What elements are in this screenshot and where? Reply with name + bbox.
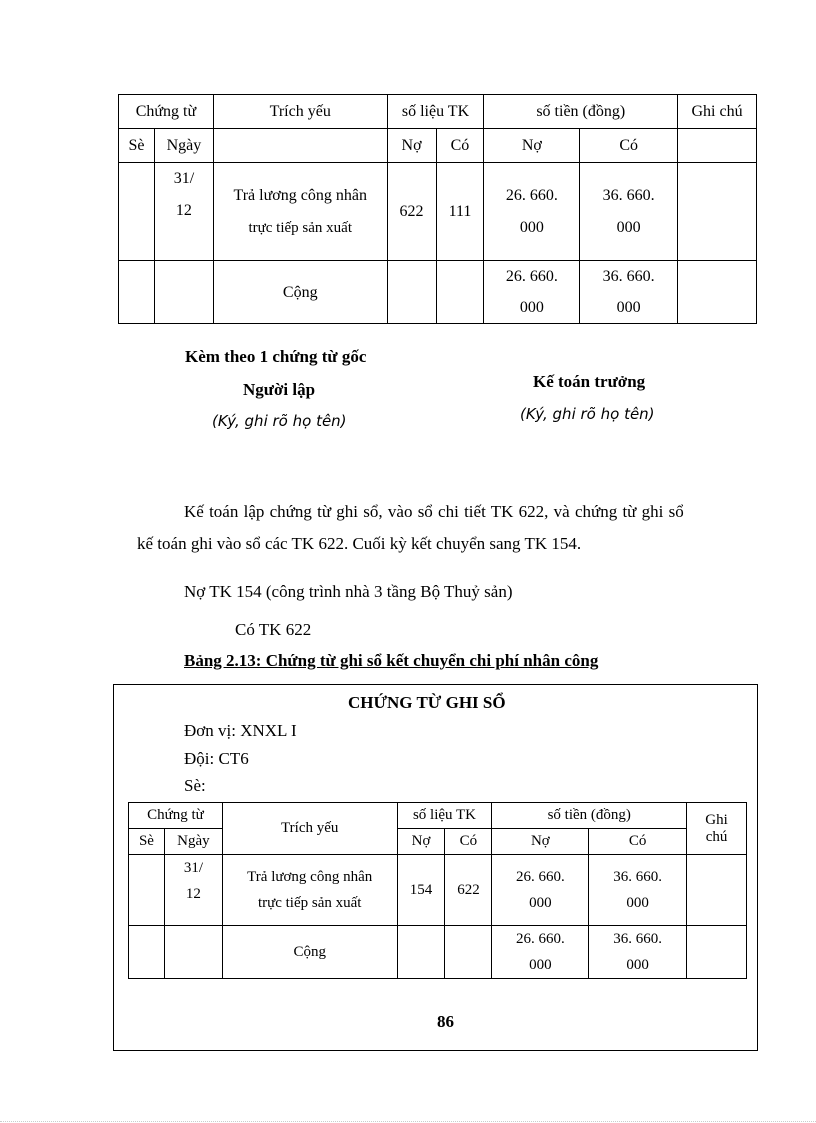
cell-tk-co (436, 261, 484, 324)
table-subheader-row (129, 829, 747, 855)
cell-tk-no: 154 (397, 855, 445, 926)
cell-se (129, 855, 165, 926)
cell-tien-no: 26. 660. 000 (492, 926, 589, 979)
header-tien-no: Nợ (492, 829, 589, 855)
header-trich-yeu: Trích yếu (222, 803, 397, 855)
cell-se (129, 926, 165, 979)
header-tien-no: Nợ (484, 129, 580, 163)
cell-trich-yeu: Trả lương công nhân trực tiếp sản xuất (222, 855, 397, 926)
cell-trich-yeu: Trả lương công nhân trực tiếp sản xuất (213, 163, 387, 261)
header-chung-tu: Chứng từ (129, 803, 223, 829)
table-header-row (129, 803, 747, 829)
page-bottom-divider (0, 1121, 816, 1122)
table-total-row (119, 261, 757, 324)
header-ngay: Ngày (154, 129, 213, 163)
header-empty (213, 129, 387, 163)
header-empty (678, 129, 757, 163)
cell-ghi-chu (678, 163, 757, 261)
credit-entry: Có TK 622 (235, 620, 312, 639)
header-so-tien: số tiền (đồng) (484, 95, 678, 129)
journal-table-2 (128, 802, 747, 979)
cell-tk-no (397, 926, 445, 979)
debit-entry: Nợ TK 154 (công trình nhà 3 tầng Bộ Thuỷ sản) (184, 582, 513, 601)
header-chung-tu: Chứng từ (119, 95, 214, 129)
header-ghi-chu: Ghi chú (687, 803, 747, 855)
cell-ghi-chu (678, 261, 757, 324)
cell-tk-no (387, 261, 436, 324)
cell-se (119, 163, 155, 261)
table-row (119, 163, 757, 261)
preparer-label: Người lập (243, 380, 316, 399)
preparer-signature-note: (Ký, ghi rõ họ tên) (212, 412, 347, 430)
cell-ghi-chu (687, 855, 747, 926)
voucher-unit: Đơn vị: XNXL I (184, 721, 297, 740)
body-paragraph-line-2: kế toán ghi vào sổ các TK 622. Cuối kỳ kết chuyển sang TK 154. (137, 534, 582, 553)
header-ghi-chu: Ghi chú (678, 95, 757, 129)
cell-tk-co: 111 (436, 163, 484, 261)
header-tk-co: Có (436, 129, 484, 163)
header-se: Sè (119, 129, 155, 163)
cell-tien-co: 36. 660. 000 (589, 926, 687, 979)
table-caption: Bảng 2.13: Chứng từ ghi sổ kết chuyển chi phí nhân công (184, 651, 599, 670)
voucher-title: CHỨNG TỪ GHI SỔ (348, 693, 506, 712)
journal-table-1 (118, 94, 757, 324)
voucher-number: Sè: (184, 776, 206, 795)
page-number: 86 (437, 1012, 454, 1031)
body-paragraph-line-1: Kế toán lập chứng từ ghi sổ, vào sổ chi tiết TK 622, và chứng từ ghi sổ (184, 502, 684, 521)
cell-ngay (164, 926, 222, 979)
cell-tk-co (445, 926, 492, 979)
header-tk-co: Có (445, 829, 492, 855)
table-subheader-row (119, 129, 757, 163)
header-tk-no: Nợ (387, 129, 436, 163)
cell-tien-no: 26. 660. 000 (484, 163, 580, 261)
cell-tk-no: 622 (387, 163, 436, 261)
cell-tien-co: 36. 660. 000 (580, 261, 678, 324)
cell-se (119, 261, 155, 324)
cell-ngay (154, 261, 213, 324)
voucher-team: Đội: CT6 (184, 749, 249, 768)
table-total-row (129, 926, 747, 979)
chief-signature-note: (Ký, ghi rõ họ tên) (520, 405, 655, 423)
header-ngay: Ngày (164, 829, 222, 855)
cell-ngay: 31/ 12 (164, 855, 222, 926)
header-se: Sè (129, 829, 165, 855)
chief-accountant-label: Kế toán trưởng (533, 372, 646, 391)
header-tien-co: Có (580, 129, 678, 163)
cell-ngay: 31/ 12 (154, 163, 213, 261)
table-row (129, 855, 747, 926)
cell-tien-no: 26. 660. 000 (484, 261, 580, 324)
cell-tien-no: 26. 660. 000 (492, 855, 589, 926)
cell-tk-co: 622 (445, 855, 492, 926)
header-so-lieu-tk: số liệu TK (397, 803, 492, 829)
table-header-row (119, 95, 757, 129)
header-tien-co: Có (589, 829, 687, 855)
cell-total-label: Cộng (222, 926, 397, 979)
cell-total-label: Cộng (213, 261, 387, 324)
cell-tien-co: 36. 660. 000 (580, 163, 678, 261)
attachment-note: Kèm theo 1 chứng từ gốc (185, 347, 367, 366)
cell-tien-co: 36. 660. 000 (589, 855, 687, 926)
header-trich-yeu: Trích yếu (213, 95, 387, 129)
header-so-lieu-tk: số liệu TK (387, 95, 484, 129)
header-tk-no: Nợ (397, 829, 445, 855)
header-so-tien: số tiền (đồng) (492, 803, 687, 829)
cell-ghi-chu (687, 926, 747, 979)
